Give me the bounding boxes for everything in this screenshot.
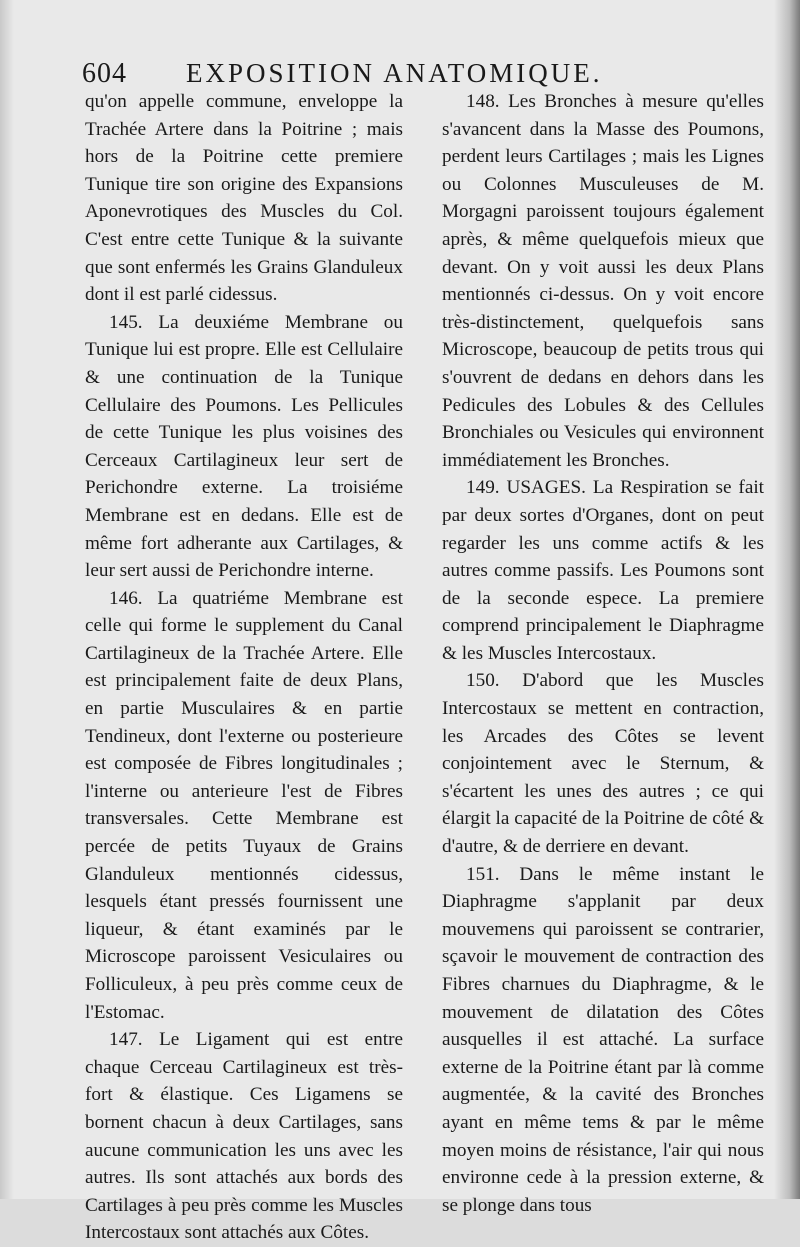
- paragraph-151: 151. Dans le même instant le Diaphragme s'applanit par deux mouvemens qui paroissent se contrarier, sçavoir le mouvement de contraction des Fibres charnues du Diaphragme, & le mouvement de dilatation des Côtes ausquelles il est attaché. La surface externe de la Poitrine étant par là comme augmentée, & la cavité des Bronches ayant en même tems & par le même moyen moins de résistance, l'air qui nous environne cede à la pression externe, & se plonge dans tous: [442, 863, 764, 1216]
- paragraph-148: 148. Les Bronches à mesure qu'elles s'avancent dans la Masse des Poumons, perdent leurs Cartilages ; mais les Lignes ou Colonnes Musculeuses de M. Morgagni paroissent toujours également après, & même quelquefois mieux que devant. On y voit aussi les deux Plans mentionnés ci-dessus. On y voit encore très-distinctement, quelquefois sans Microscope, beaucoup de petits trous qui s'ouvrent de dedans en dehors dans les Pedicules des Lobules & des Cellules Bronchiales ou Vesicules qui environnent immédiatement les Bronches.: [442, 91, 764, 471]
- paragraph-continuation: qu'on appelle commune, enveloppe la Trachée Artere dans la Poitrine ; mais hors de la Poitrine cette premiere Tunique tire son origine des Expansions Aponevrotiques des Muscles du Col. C'est entre cette Tunique & la suivante que sont enfermés les Grains Glanduleux dont il est parlé cidessus.: [85, 91, 403, 306]
- left-column: [85, 88, 403, 1247]
- paragraph-150: 150. D'abord que les Muscles Intercostaux se mettent en contraction, les Arcades des Côtes se levent conjointement avec le Sternum, & s'écartent les unes des autres ; ce qui élargit la capacité de la Poitrine de côté & d'autre, & de derriere en devant.: [442, 670, 764, 858]
- paragraph-147: 147. Le Ligament qui est entre chaque Cerceau Cartilagineux est très-fort & élastique. Ces Ligamens se bornent chacun à deux Cartilages, sans aucune communication les uns avec les autres. Ils sont attachés aux bords des Cartilages à peu près comme les Muscles Intercostaux sont attachés aux Côtes.: [85, 1029, 403, 1244]
- paragraph-146: 146. La quatriéme Membrane est celle qui forme le supplement du Canal Cartilagineux de la Trachée Artere. Elle est principalement faite de deux Plans, en partie Musculaires & en partie Tendineux, dont l'externe ou posterieure est composée de Fibres longitudinales ; l'interne ou anterieure l'est de Fibres transversales. Cette Membrane est percée de petits Tuyaux de Grains Glanduleux mentionnés cidessus, lesquels étant pressés fournissent une liqueur, & étant examinés par le Microscope paroissent Vesiculaires ou Folliculeux, à peu près comme ceux de l'Estomac.: [85, 587, 403, 1023]
- book-spine-shadow: [774, 0, 800, 1199]
- page-left-edge-shadow: [0, 0, 14, 1199]
- paragraph-145: 145. La deuxiéme Membrane ou Tunique lui est propre. Elle est Cellulaire & une continuation de la Tunique Cellulaire des Poumons. Les Pellicules de cette Tunique les plus voisines des Cerceaux Cartilagineux leur sert de Perichondre externe. La troisiéme Membrane est en dedans. Elle est de même fort adherante aux Cartilages, & leur sert aussi de Perichondre interne.: [85, 311, 403, 582]
- page-number: 604: [82, 58, 127, 89]
- right-column: [442, 88, 764, 1219]
- running-title: EXPOSITION ANATOMIQUE.: [186, 58, 603, 88]
- paragraph-149: 149. USAGES. La Respiration se fait par deux sortes d'Organes, dont on peut regarder les uns comme actifs & les autres comme passifs. Les Poumons sont de la seconde espece. La premiere comprend principalement le Diaphragme & les Muscles Intercostaux.: [442, 477, 764, 664]
